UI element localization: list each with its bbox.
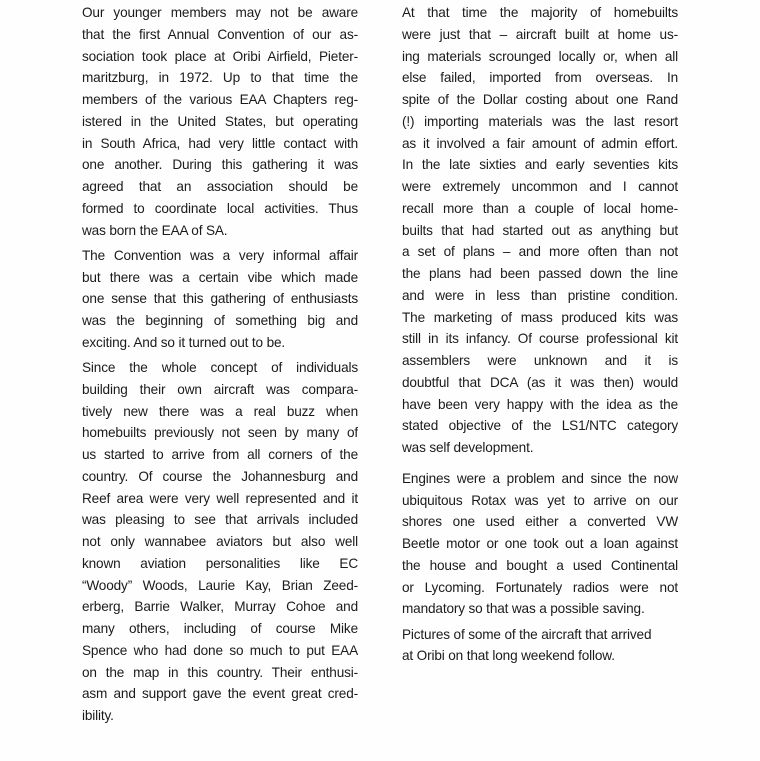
- text-line: were just that – aircraft built at home us-: [402, 26, 678, 42]
- text-line: Spence who had done so much to put EAA: [82, 642, 358, 658]
- text-line: builts that had started out as anything but: [402, 222, 678, 238]
- text-line: tively new there was a real buzz when: [82, 403, 358, 419]
- text-line: agreed that an association should be: [82, 179, 358, 194]
- text-line: but there was a certain vibe which made: [82, 269, 358, 285]
- text-line: ubiquitous Rotax was yet to arrive on our: [402, 492, 678, 508]
- text-line: have been very happy with the idea as the: [402, 396, 678, 412]
- paragraph-first-convention: [82, 2, 358, 241]
- text-line: country. Of course the Johannesburg and: [82, 468, 358, 484]
- text-line: was the beginning of something big and: [82, 313, 358, 328]
- text-line: istered in the United States, but operating: [82, 113, 358, 129]
- text-line: was self development.: [402, 440, 534, 455]
- text-line: Beetle motor or one took out a loan against: [402, 536, 678, 551]
- text-line: building their own aircraft was compara-: [82, 381, 358, 397]
- text-line: asm and support gave the event great cred-: [82, 686, 358, 702]
- text-line: stated objective of the LS1/NTC category: [402, 418, 678, 434]
- text-line: shores one used either a converted VW: [402, 514, 678, 530]
- text-line: as it involved a fair amount of admin effort.: [402, 135, 678, 151]
- text-line: the house and bought a used Continental: [402, 557, 678, 573]
- text-line: homebuilts previously not seen by many of: [82, 425, 358, 441]
- text-line: on the map in this country. Their enthusi-: [82, 664, 358, 680]
- text-line: mandatory so that was a possible saving.: [402, 601, 645, 617]
- text-line: The Convention was a very informal affair: [82, 247, 358, 263]
- text-line: “Woody” Woods, Laurie Kay, Brian Zeed-: [82, 577, 358, 593]
- paragraph-homebuilt-buzz: [82, 357, 358, 727]
- text-line: one sense that this gathering of enthusiasts: [82, 291, 358, 307]
- text-line: erberg, Barrie Walker, Murray Cohoe and: [82, 599, 358, 615]
- text-line: members of the various EAA Chapters reg-: [82, 92, 358, 107]
- text-line: in South Africa, had very little contact with: [82, 135, 358, 151]
- paragraph-pictures-follow: [402, 624, 678, 668]
- text-line: maritzburg, in 1972. Up to that time the: [82, 70, 358, 86]
- text-line: Engines were a problem and since the now: [402, 470, 678, 486]
- text-line: known aviation personalities like EC: [82, 555, 358, 571]
- text-line: still in its infancy. Of course professional kit: [402, 331, 678, 347]
- text-line: Our younger members may not be aware: [82, 5, 358, 20]
- text-line: In the late sixties and early seventies kits: [402, 157, 678, 173]
- text-line: recall more than a couple of local home-: [402, 200, 678, 216]
- paragraph-engines: [402, 468, 678, 620]
- text-line: Reef area were very well represented and it: [82, 490, 358, 506]
- text-line: us started to arrive from all corners of the: [82, 447, 358, 462]
- text-line: was pleasing to see that arrivals included: [82, 512, 358, 528]
- text-line: the plans had been passed down the line: [402, 266, 678, 281]
- text-line: at Oribi on that long weekend follow.: [402, 648, 615, 664]
- text-line: exciting. And so it turned out to be.: [82, 334, 286, 350]
- text-line: doubtful that DCA (as it was then) would: [402, 374, 678, 390]
- text-line: ing materials scrounged locally or, when all: [402, 48, 678, 64]
- text-line: Since the whole concept of individuals: [82, 360, 358, 375]
- paragraph-homebuilts-majority: [402, 2, 678, 459]
- paragraph-informal-affair: [82, 245, 358, 354]
- text-line: that the first Annual Convention of our as-: [82, 26, 358, 42]
- left-column: [82, 2, 358, 730]
- text-line: formed to coordinate local activities. Thus: [82, 200, 358, 216]
- text-line: spite of the Dollar costing about one Rand: [402, 92, 678, 107]
- text-line: one another. During this gathering it was: [82, 157, 358, 173]
- text-line: (!) importing materials was the last resort: [402, 113, 678, 129]
- text-line: else failed, imported from overseas. In: [402, 70, 678, 86]
- text-line: At that time the majority of homebuilts: [402, 5, 678, 20]
- text-line: were extremely uncommon and I cannot: [402, 179, 678, 194]
- right-column: [402, 2, 678, 671]
- text-line: ibility.: [82, 708, 114, 723]
- text-line: Pictures of some of the aircraft that arrived: [402, 626, 652, 642]
- text-line: not only wannabee aviators but also well: [82, 534, 358, 549]
- text-line: or Lycoming. Fortunately radios were not: [402, 579, 678, 595]
- text-line: a set of plans – and more often than not: [402, 244, 678, 260]
- text-line: and were in less than pristine condition.: [402, 287, 678, 303]
- text-line: was born the EAA of SA.: [82, 222, 228, 238]
- text-line: assemblers were unknown and it is: [402, 353, 678, 368]
- text-line: many others, including of course Mike: [82, 621, 358, 636]
- text-line: The marketing of mass produced kits was: [402, 309, 678, 325]
- text-line: sociation took place at Oribi Airfield, Pieter-: [82, 48, 358, 64]
